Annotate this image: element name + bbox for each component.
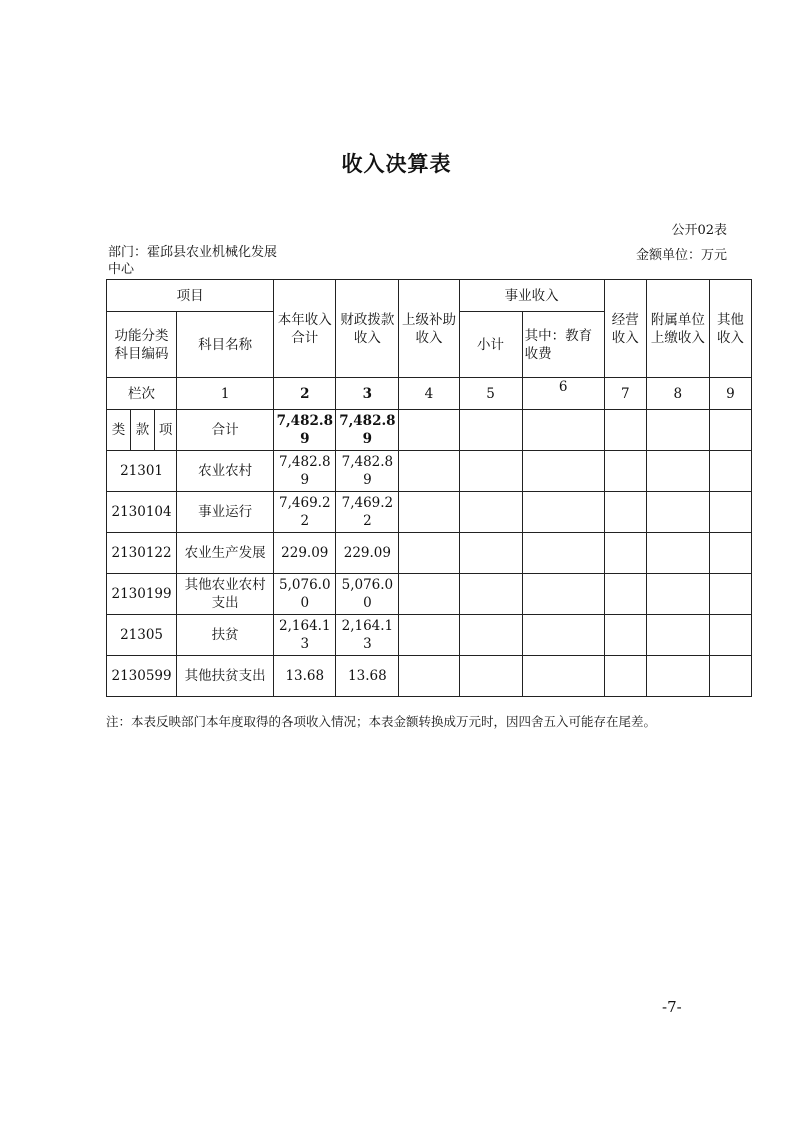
row-name: 其他扶贫支出 <box>177 656 274 697</box>
row-code: 2130104 <box>107 492 177 533</box>
row-total: 2,164.13 <box>274 615 336 656</box>
table-row <box>107 656 752 697</box>
header-edu-fee: 其中：教育收费 <box>522 312 604 378</box>
header-other: 其他收入 <box>709 280 751 378</box>
total-income-cell: 7,482.89 <box>274 410 336 451</box>
row-total: 7,482.89 <box>274 451 336 492</box>
row-total: 13.68 <box>274 656 336 697</box>
header-affiliated: 附属单位上缴收入 <box>646 280 709 378</box>
table-row <box>107 574 752 615</box>
column-number: 5 <box>459 378 522 410</box>
lei-label: 类 <box>107 410 131 451</box>
header-fiscal: 财政拨款收入 <box>336 280 399 378</box>
column-number: 3 <box>336 378 399 410</box>
total-fiscal-cell: 7,482.89 <box>336 410 399 451</box>
header-subtotal: 小计 <box>459 312 522 378</box>
column-number: 8 <box>646 378 709 410</box>
column-number: 6 <box>522 378 604 410</box>
row-name: 农业生产发展 <box>177 533 274 574</box>
header-subject-name: 科目名称 <box>177 312 274 378</box>
row-code: 21301 <box>107 451 177 492</box>
header-item: 项目 <box>107 280 274 312</box>
row-fiscal: 2,164.13 <box>336 615 399 656</box>
row-total: 229.09 <box>274 533 336 574</box>
table-row <box>107 492 752 533</box>
column-row-label: 栏次 <box>107 378 177 410</box>
xiang-label: 项 <box>155 410 177 451</box>
row-total: 7,469.22 <box>274 492 336 533</box>
header-total-income: 本年收入合计 <box>274 280 336 378</box>
row-name: 事业运行 <box>177 492 274 533</box>
row-name: 其他农业农村支出 <box>177 574 274 615</box>
table-row <box>107 533 752 574</box>
total-row-name: 合计 <box>177 410 274 451</box>
column-number: 2 <box>274 378 336 410</box>
department-label: 部门：霍邱县农业机械化发展中心 <box>108 245 278 277</box>
footnote: 注：本表反映部门本年度取得的各项收入情况；本表金额转换成万元时，因四舍五入可能存在尾差。 <box>106 714 657 729</box>
kuan-label: 款 <box>131 410 155 451</box>
header-business: 事业收入 <box>459 280 604 312</box>
row-code: 2130199 <box>107 574 177 615</box>
header-superior: 上级补助收入 <box>399 280 459 378</box>
row-fiscal: 13.68 <box>336 656 399 697</box>
column-number: 1 <box>177 378 274 410</box>
row-code: 2130122 <box>107 533 177 574</box>
row-fiscal: 7,469.22 <box>336 492 399 533</box>
row-name: 扶贫 <box>177 615 274 656</box>
page-number: -7- <box>662 998 682 1016</box>
row-code: 21305 <box>107 615 177 656</box>
header-operating: 经营收入 <box>604 280 646 378</box>
page-title: 收入决算表 <box>341 152 452 176</box>
income-table <box>106 279 752 697</box>
table-row <box>107 615 752 656</box>
row-fiscal: 5,076.00 <box>336 574 399 615</box>
row-fiscal: 229.09 <box>336 533 399 574</box>
column-number: 9 <box>709 378 751 410</box>
row-fiscal: 7,482.89 <box>336 451 399 492</box>
row-code: 2130599 <box>107 656 177 697</box>
form-number: 公开02表 <box>671 223 727 238</box>
column-number: 4 <box>399 378 459 410</box>
row-total: 5,076.00 <box>274 574 336 615</box>
table-row <box>107 451 752 492</box>
column-number: 7 <box>604 378 646 410</box>
header-func-code: 功能分类科目编码 <box>107 312 177 378</box>
row-name: 农业农村 <box>177 451 274 492</box>
amount-unit: 金额单位：万元 <box>635 248 727 263</box>
